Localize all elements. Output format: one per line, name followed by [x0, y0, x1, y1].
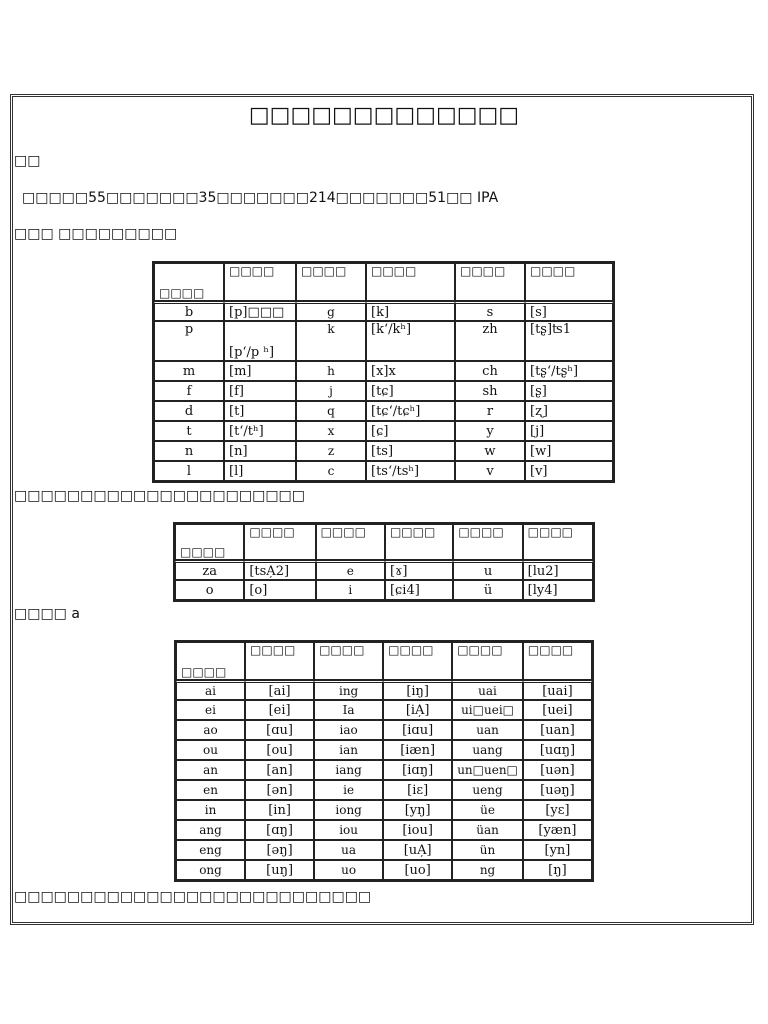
- ipa-cell: [uo]: [383, 860, 452, 880]
- header-cell: □□□□: [314, 642, 383, 680]
- pinyin-cell: h: [296, 361, 366, 381]
- ipa-cell: [yn]: [523, 840, 592, 860]
- pinyin-cell: c: [296, 461, 366, 481]
- header-cell: □□□□: [455, 263, 525, 301]
- pinyin-cell: iao: [314, 720, 383, 740]
- header-cell: □□□□: [366, 263, 455, 301]
- pinyin-cell: uo: [314, 860, 383, 880]
- pinyin-cell: s: [455, 301, 525, 321]
- ipa-cell: [uA̦]: [383, 840, 452, 860]
- table-header-row: [176, 642, 592, 680]
- ipa-cell: [ou]: [245, 740, 314, 760]
- header-cell: □□□□: [453, 524, 522, 560]
- table-row: [176, 680, 592, 700]
- pinyin-cell: d: [154, 401, 224, 421]
- table-row: [154, 401, 613, 421]
- ipa-cell: [yɛ]: [523, 800, 592, 820]
- ipa-cell: [uəŋ]: [523, 780, 592, 800]
- pinyin-cell: ing: [314, 680, 383, 700]
- pinyin-cell: ua: [314, 840, 383, 860]
- ipa-cell: [m]: [224, 361, 296, 381]
- pinyin-cell: sh: [455, 381, 525, 401]
- header-cell: □□□□: [224, 263, 296, 301]
- table-header-row: [154, 263, 613, 301]
- pinyin-cell: ang: [176, 820, 245, 840]
- table-row: [176, 840, 592, 860]
- ipa-cell: [ɤ]: [385, 560, 453, 580]
- ipa-cell: [iou]: [383, 820, 452, 840]
- table-row: [176, 720, 592, 740]
- pinyin-cell: ün: [452, 840, 523, 860]
- footer-text: □□□□□□□□□□□□□□□□□□□□□□□□□□□: [14, 889, 372, 905]
- ipa-cell: [tɕʻ/tɕʰ]: [366, 401, 455, 421]
- header-cell: □□□□: [523, 642, 592, 680]
- table-row: [154, 421, 613, 441]
- table-row: [176, 700, 592, 720]
- pinyin-cell: iou: [314, 820, 383, 840]
- table-row: [154, 301, 613, 321]
- table-row: [175, 580, 593, 600]
- ipa-cell: [o]: [244, 580, 315, 600]
- pinyin-cell: i: [316, 580, 385, 600]
- ipa-cell: [uən]: [523, 760, 592, 780]
- ipa-cell: [kʻ/kʰ]: [366, 321, 455, 361]
- pinyin-cell: in: [176, 800, 245, 820]
- pinyin-cell: ong: [176, 860, 245, 880]
- table-row: [154, 361, 613, 381]
- ipa-cell: [yæn]: [523, 820, 592, 840]
- simple-finals-table: [173, 522, 595, 602]
- pinyin-cell: t: [154, 421, 224, 441]
- pinyin-cell: y: [455, 421, 525, 441]
- pinyin-cell: z: [296, 441, 366, 461]
- pinyin-cell: r: [455, 401, 525, 421]
- pinyin-cell: j: [296, 381, 366, 401]
- table-header-row: [175, 524, 593, 560]
- ipa-cell: [in]: [245, 800, 314, 820]
- table-row: [175, 560, 593, 580]
- table-row: [154, 381, 613, 401]
- ipa-cell: [j]: [525, 421, 613, 441]
- pinyin-cell: f: [154, 381, 224, 401]
- pinyin-cell: iong: [314, 800, 383, 820]
- table-row: [154, 441, 613, 461]
- ipa-cell: [x]x: [366, 361, 455, 381]
- ipa-cell: [f]: [224, 381, 296, 401]
- pinyin-cell: e: [316, 560, 385, 580]
- document-title: □□□□□□□□□□□□□: [248, 103, 520, 128]
- ipa-cell: [uŋ]: [245, 860, 314, 880]
- ipa-cell: [s]: [525, 301, 613, 321]
- ipa-cell: [tʂʻ/tʂʰ]: [525, 361, 613, 381]
- pinyin-cell: o: [175, 580, 244, 600]
- pinyin-cell: uan: [452, 720, 523, 740]
- pinyin-cell: ü: [453, 580, 522, 600]
- table-row: [176, 860, 592, 880]
- pinyin-cell: ng: [452, 860, 523, 880]
- ipa-cell: [tɕ]: [366, 381, 455, 401]
- ipa-cell: [uan]: [523, 720, 592, 740]
- pinyin-cell: q: [296, 401, 366, 421]
- pinyin-cell: en: [176, 780, 245, 800]
- table-row: [176, 820, 592, 840]
- tone-description: □□□□□55□□□□□□□35□□□□□□□214□□□□□□□51□□ IPA: [22, 190, 499, 206]
- pinyin-cell: uang: [452, 740, 523, 760]
- pinyin-cell: ian: [314, 740, 383, 760]
- table-row: [176, 740, 592, 760]
- pinyin-cell: l: [154, 461, 224, 481]
- ipa-cell: [yŋ]: [383, 800, 452, 820]
- section-label: □□: [14, 153, 41, 169]
- ipa-cell: [ai]: [245, 680, 314, 700]
- ipa-cell: [əŋ]: [245, 840, 314, 860]
- header-cell: □□□□: [316, 524, 385, 560]
- ipa-cell: [v]: [525, 461, 613, 481]
- pinyin-cell: x: [296, 421, 366, 441]
- header-cell: □□□□: [175, 524, 244, 560]
- pinyin-cell: b: [154, 301, 224, 321]
- ipa-cell: [ʂ]: [525, 381, 613, 401]
- header-cell: □□□□: [245, 642, 314, 680]
- pinyin-cell: üe: [452, 800, 523, 820]
- pinyin-cell: w: [455, 441, 525, 461]
- initials-table: [152, 261, 615, 483]
- ipa-cell: [ly4]: [523, 580, 593, 600]
- header-cell: □□□□: [525, 263, 613, 301]
- pinyin-cell: v: [455, 461, 525, 481]
- ipa-cell: [ɕi4]: [385, 580, 453, 600]
- ipa-cell: [iɑŋ]: [383, 760, 452, 780]
- ipa-cell: [iŋ]: [383, 680, 452, 700]
- ipa-cell: [t]: [224, 401, 296, 421]
- pinyin-cell: m: [154, 361, 224, 381]
- pinyin-cell: ou: [176, 740, 245, 760]
- table-row: [154, 461, 613, 481]
- ipa-cell: [an]: [245, 760, 314, 780]
- finals-heading: □□□□□□□□□□□□□□□□□□□□□□: [14, 488, 306, 504]
- header-cell: □□□□: [385, 524, 453, 560]
- pinyin-cell: u: [453, 560, 522, 580]
- pinyin-cell: Ia: [314, 700, 383, 720]
- header-cell: □□□□: [383, 642, 452, 680]
- pinyin-cell: k: [296, 321, 366, 361]
- ipa-cell: [ts]: [366, 441, 455, 461]
- pinyin-cell: ui□uei□: [452, 700, 523, 720]
- header-cell: □□□□: [296, 263, 366, 301]
- ipa-cell: [tʻ/tʰ]: [224, 421, 296, 441]
- pinyin-cell: uai: [452, 680, 523, 700]
- ipa-cell: [ɑu]: [245, 720, 314, 740]
- header-cell: □□□□: [244, 524, 315, 560]
- ipa-cell: [lu2]: [523, 560, 593, 580]
- pinyin-cell: ao: [176, 720, 245, 740]
- ipa-cell: [ŋ]: [523, 860, 592, 880]
- compound-finals-table: [174, 640, 594, 882]
- pinyin-cell: eng: [176, 840, 245, 860]
- pinyin-cell: un□uen□: [452, 760, 523, 780]
- pinyin-cell: ie: [314, 780, 383, 800]
- pinyin-cell: zh: [455, 321, 525, 361]
- table-row: [176, 800, 592, 820]
- ipa-cell: [l]: [224, 461, 296, 481]
- ipa-cell: [iɛ]: [383, 780, 452, 800]
- ipa-cell: [tsA̦2]: [244, 560, 315, 580]
- pinyin-cell: an: [176, 760, 245, 780]
- pinyin-cell: ueng: [452, 780, 523, 800]
- ipa-cell: [ən]: [245, 780, 314, 800]
- compound-finals-heading: □□□□ a: [14, 606, 80, 622]
- pinyin-cell: ei: [176, 700, 245, 720]
- initials-heading: □□□ □□□□□□□□□: [14, 226, 178, 242]
- pinyin-cell: p: [154, 321, 224, 361]
- ipa-cell: [tʂ]ʦ1: [525, 321, 613, 361]
- header-cell: □□□□: [523, 524, 593, 560]
- pinyin-cell: iang: [314, 760, 383, 780]
- header-cell: □□□□: [176, 642, 245, 680]
- ipa-cell: [ʐ]: [525, 401, 613, 421]
- ipa-cell: [uɑŋ]: [523, 740, 592, 760]
- ipa-cell: [k]: [366, 301, 455, 321]
- table-row: [154, 321, 613, 361]
- table-row: [176, 780, 592, 800]
- ipa-cell: [uei]: [523, 700, 592, 720]
- header-cell: □□□□: [452, 642, 523, 680]
- ipa-cell: [p]□□□: [224, 301, 296, 321]
- table-row: [176, 760, 592, 780]
- ipa-cell: [ɕ]: [366, 421, 455, 441]
- ipa-cell: [iɑu]: [383, 720, 452, 740]
- ipa-cell: [iA̦]: [383, 700, 452, 720]
- ipa-cell: [uai]: [523, 680, 592, 700]
- ipa-cell: [ɑŋ]: [245, 820, 314, 840]
- ipa-cell: [tsʻ/tsʰ]: [366, 461, 455, 481]
- header-cell: □□□□: [154, 263, 224, 301]
- pinyin-cell: n: [154, 441, 224, 461]
- pinyin-cell: ch: [455, 361, 525, 381]
- pinyin-cell: ai: [176, 680, 245, 700]
- ipa-cell: [ei]: [245, 700, 314, 720]
- pinyin-cell: üan: [452, 820, 523, 840]
- pinyin-cell: g: [296, 301, 366, 321]
- ipa-cell: [w]: [525, 441, 613, 461]
- ipa-cell: [pʻ/p ʰ]: [224, 321, 296, 361]
- pinyin-cell: za: [175, 560, 244, 580]
- ipa-cell: [iæn]: [383, 740, 452, 760]
- ipa-cell: [n]: [224, 441, 296, 461]
